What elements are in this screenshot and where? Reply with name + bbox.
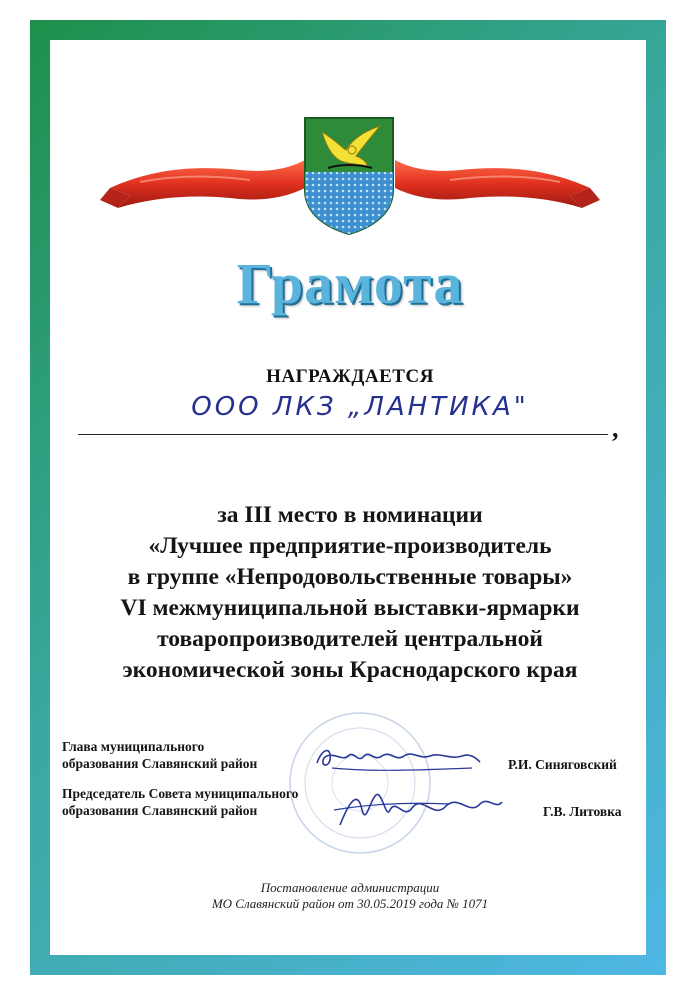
signatory-1-name: Р.И. Синяговский xyxy=(508,757,617,772)
signatory-position-line: Председатель Совета муниципального xyxy=(62,786,299,801)
signatory-2-name: Г.В. Литовка xyxy=(543,804,622,819)
shield-emblem-icon xyxy=(305,118,393,234)
coat-of-arms-with-ribbon xyxy=(100,110,600,235)
signature-2 xyxy=(330,780,510,840)
signatory-1-position xyxy=(62,738,257,772)
citation-line: экономической зоны Краснодарского края xyxy=(122,657,578,683)
award-citation xyxy=(60,500,640,686)
citation-line: VI межмуниципальной выставки-ярмарки xyxy=(120,595,580,621)
signature-1 xyxy=(312,738,482,778)
citation-line: товаропроизводителей центральной xyxy=(157,626,543,652)
awarded-label: НАГРАЖДАЕТСЯ xyxy=(266,366,434,387)
signatory-position-line: образования Славянский район xyxy=(62,756,258,771)
decree-reference xyxy=(0,880,700,912)
recipient-underline xyxy=(78,434,608,435)
citation-line: в группе «Непродовольственные товары» xyxy=(127,564,573,590)
decree-line: Постановление администрации xyxy=(260,880,440,895)
signatory-2-position xyxy=(62,785,298,819)
recipient-name: ООО ЛКЗ „ЛАНТИКА" xyxy=(191,392,529,422)
signatory-position-line: образования Славянский район xyxy=(62,803,258,818)
citation-line: за III место в номинации xyxy=(217,502,483,528)
recipient-comma: , xyxy=(612,414,619,443)
certificate-title: Грамота xyxy=(236,251,464,316)
decree-line: МО Славянский район от 30.05.2019 года № 1071 xyxy=(211,896,489,911)
signatory-position-line: Глава муниципального xyxy=(62,739,205,754)
citation-line: «Лучшее предприятие-производитель xyxy=(148,533,552,559)
